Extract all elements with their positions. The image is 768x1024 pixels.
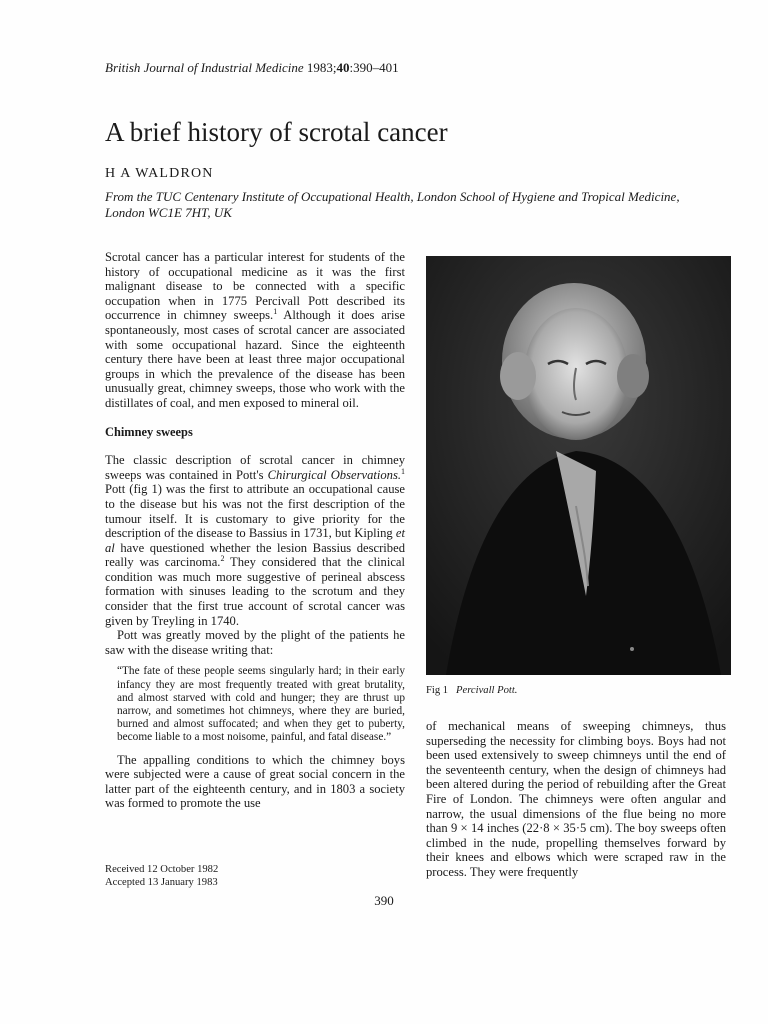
intro-paragraph: Scrotal cancer has a particular interest for students of the history of occupational medicine as it was the first malignant disease to be connected with a specific occupation when in 1775 Percivall Pott described its occurrence in chimney sweeps.$^1$ Although it does arise spontaneously, most cases of scrotal cancer are associated with some occupational hazard. Since the eighteenth century there have been at least three major occupational groups in which the prevalence of the disease has been unusually great, chimney sweeps, those who work with the distillates of coal, and men exposed to mineral oil. <box>105 250 405 410</box>
portrait-image <box>426 256 731 675</box>
figure-caption-text: Percivall Pott. <box>456 685 518 696</box>
section1-paragraph-1: The classic description of scrotal cancer in chimney sweeps was contained in Pott's Chirurgical Observations.$^1$ Pott (fig 1) was the first to attribute an occupational cause to the disease but his was not the first description of the tumour itself. It is customary to give priority for the description of the disease to Bassius in 1731, but Kipling et al have questioned whether the lesion Bassius described really was carcinoma.$^2$ They considered that the clinical condition was much more suggestive of perineal abscess formation with sinuses leading to the scrotum and they consider that the first true account of scrotal cancer was given by Treyling in 1740. <box>105 453 406 628</box>
right-column-paragraph: of mechanical means of sweeping chimneys, thus superseding the necessity for climbing boys. Boys had not been used extensively to sweep chimneys until the end of the seventeenth century, when the design of chimneys had been altered during the period of rebuilding after the Great Fire of London. The chimneys were often angular and narrow, the usual dimensions of the flue being no more than 9 × 14 inches (22·8 × 35·5 cm). The boy sweeps often climbed in the nude, propelling themselves forward by their knees and elbows which were scraped raw in the process. They were frequently <box>426 719 726 879</box>
book-title: Chirurgical Observations. <box>267 467 402 482</box>
right-column <box>426 719 726 880</box>
journal-year: 1983; <box>306 60 337 75</box>
journal-name: British Journal of Industrial Medicine <box>105 60 304 75</box>
journal-citation <box>105 60 399 76</box>
section1-paragraph-3: The appalling conditions to which the chimney boys were subjected were a cause of great social concern in the latter part of the eighteenth century, and in 1803 a society was formed to promote the use <box>105 752 405 811</box>
journal-volume: 40 <box>336 60 350 75</box>
article-author: H A WALDRON <box>105 166 214 181</box>
portrait-figure <box>426 256 731 675</box>
reference-1: 1 <box>273 307 278 317</box>
pott-quote: “The fate of these people seems singularly hard; in their early infancy they are most frequently treated with great brutality, and almost starved with cold and hunger; they are thrust up narrow, and sometimes hot chimneys, where they are buried, burned and almost suffocated; and when they get to puberty, become liable to a most noisome, painful, and fatal disease.” <box>117 665 405 744</box>
journal-pages: :390–401 <box>349 60 399 75</box>
figure-caption <box>426 684 517 697</box>
received-dates <box>105 864 218 889</box>
left-column <box>105 250 405 811</box>
page-number: 390 <box>374 893 394 908</box>
accepted-date: Accepted 13 January 1983 <box>105 876 218 888</box>
article-title: A brief history of scrotal cancer <box>105 117 448 147</box>
figure-label: Fig 1 <box>426 685 449 696</box>
reference-2: 2 <box>220 554 225 564</box>
reference-1b: 1 <box>401 466 406 476</box>
section1-paragraph-2: Pott was greatly moved by the plight of the patients he saw with the disease writing that: <box>105 628 405 657</box>
section-heading-chimney-sweeps: Chimney sweeps <box>105 424 193 439</box>
received-date: Received 12 October 1982 <box>105 864 219 875</box>
article-affiliation: From the TUC Centenary Institute of Occupational Health, London School of Hygiene and Tropical Medicine, London WC1E 7HT, UK <box>105 189 680 220</box>
